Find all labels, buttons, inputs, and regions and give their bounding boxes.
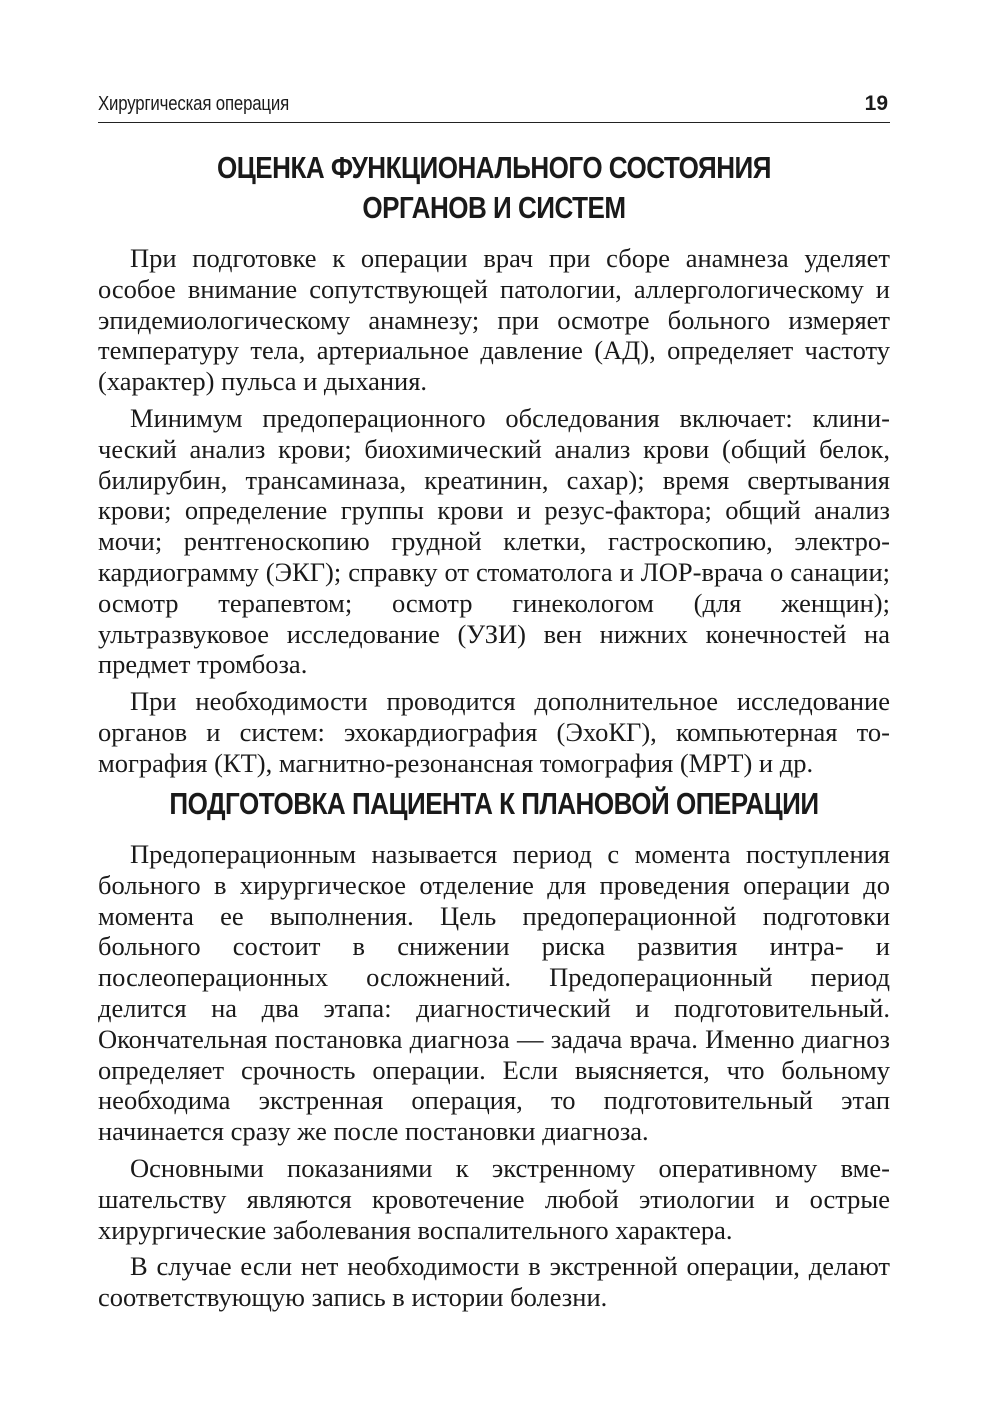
section-title-line: ОЦЕНКА ФУНКЦИОНАЛЬНОГО СОСТОЯНИЯ (217, 150, 771, 185)
paragraph: Основными показаниями к экстренному оперативному вмешательству являются кровотечение любой этиологии и острые хирургические заболевания воспалительного характера. (98, 1152, 890, 1245)
paragraph: Минимум предоперационного обследования включает: клинический анализ крови; биохимический анализ крови (общий белок, билирубин, трансаминаза, креатинин, сахар); время свертывания крови; определение группы крови и резус-фактора; общий анализ мочи; рентгеноскопию грудной клетки, гастроскопию, электрокардиограмму (ЭКГ); справку от стоматолога и ЛОР-врача о санации; осмотр терапевтом; осмотр гинекологом (для женщин); ультразвуковое исследование (УЗИ) вен нижних конечностей на предмет тромбоза. (98, 402, 890, 680)
section-title-functional-assessment (98, 148, 890, 228)
section-body-functional-assessment (98, 243, 890, 785)
section-body-patient-preparation (98, 839, 890, 1319)
paragraph: Предоперационным называется период с момента поступления больного в хирургическое отделение для проведения операции до момента ее выполнения. Цель предоперационной подготовки больного состоит в снижении риска развития интра- и послеоперационных осложнений. Предоперационный период делится на два этапа: диагностический и подготовительный. Окончательная постановка диагноза — задача врача. Именно диагноз определяет срочность операции. Если выясняется, что больному необходима экстренная операция, то подготовительный этап начинается сразу же после постановки диагноза. (98, 839, 890, 1147)
section-title-line: ПОДГОТОВКА ПАЦИЕНТА К ПЛАНОВОЙ ОПЕРАЦИИ (169, 786, 819, 821)
section-title-patient-preparation (98, 784, 890, 824)
book-page (98, 0, 890, 1420)
paragraph: При подготовке к операции врач при сборе анамнеза уделяет особое внимание сопутствующей патологии, аллергологическому и эпидемиологическому анамнезу; при осмотре больного измеряет температуру тела, артериальное давление (АД), определяет частоту (характер) пульса и дыхания. (98, 243, 890, 397)
section-title-line: ОРГАНОВ И СИСТЕМ (362, 190, 626, 225)
paragraph: В случае если нет необходимости в экстренной операции, делают соответствующую запись в истории болезни. (98, 1251, 890, 1313)
paragraph: При необходимости проводится дополнительное исследование органов и систем: эхокардиография (ЭхоКГ), компьютерная томография (КТ), магнитно-резонансная томография (МРТ) и др. (98, 686, 890, 778)
running-header (98, 88, 890, 123)
running-title: Хирургическая операция (98, 93, 290, 115)
page-number: 19 (864, 92, 888, 115)
